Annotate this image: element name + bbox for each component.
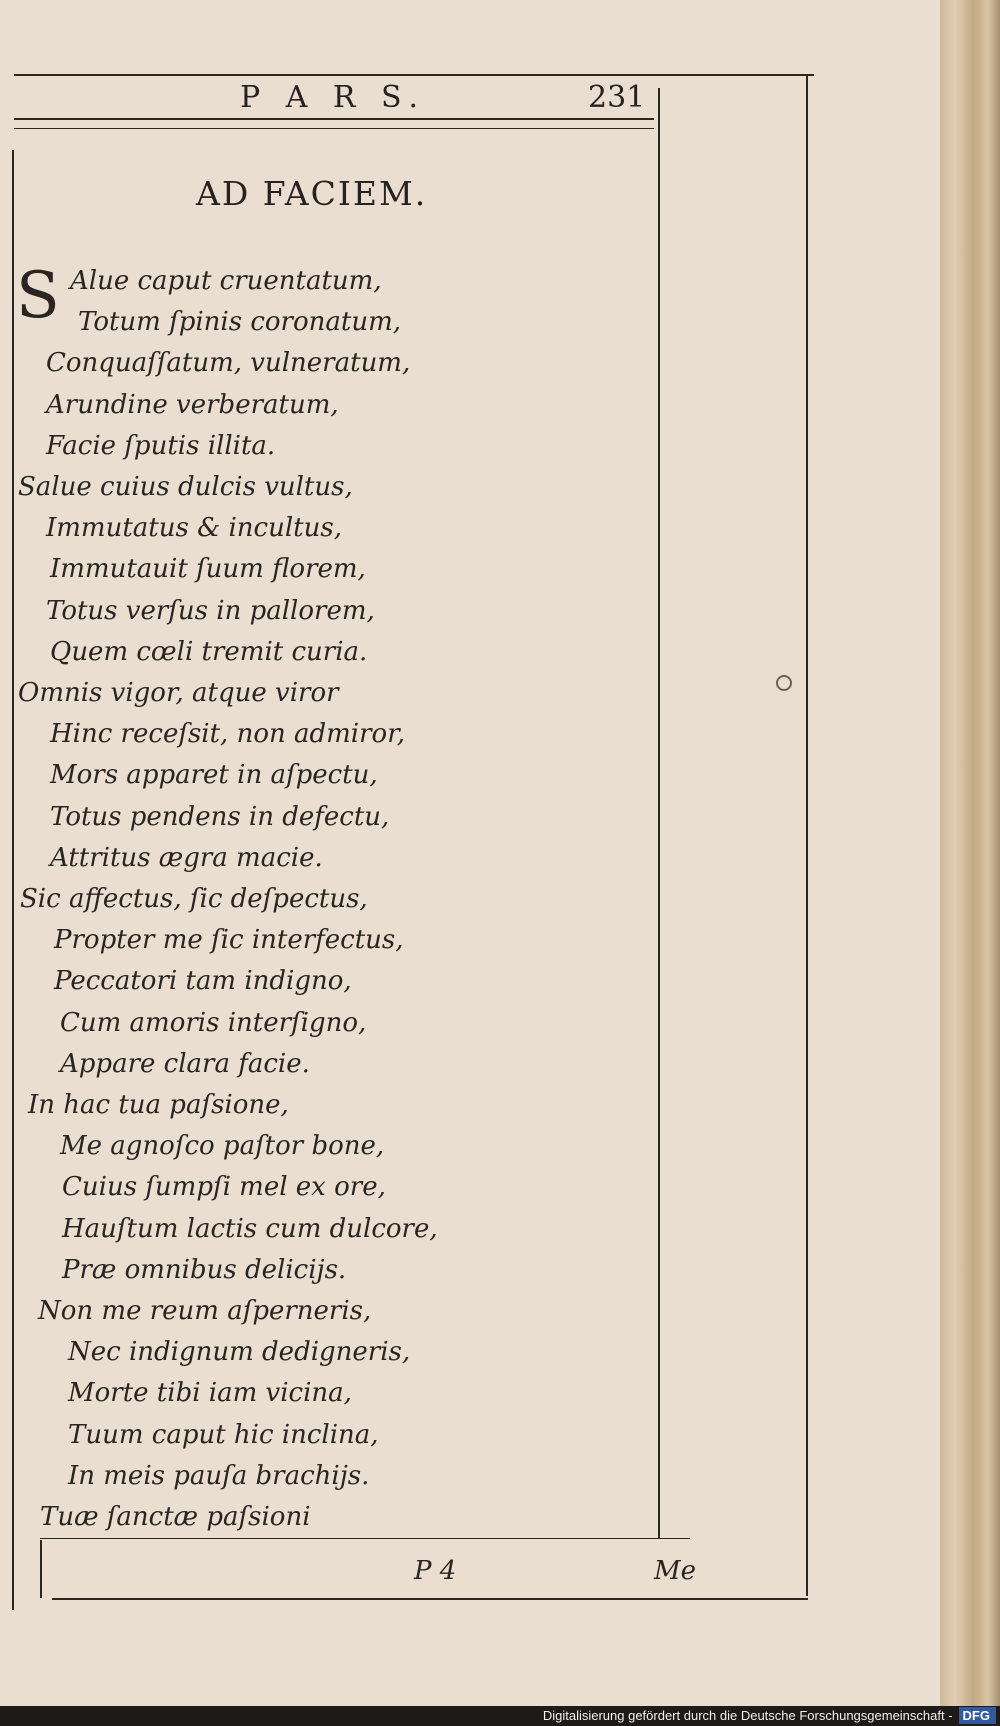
verse-line: Me agnoſco paſtor bone, [60,1131,385,1162]
catchword: Me [654,1556,697,1586]
verse-line: Omnis vigor, atque viror [18,678,339,708]
poem-title: AD FACIEM. [196,174,428,213]
verse-line: In hac tua paſsione, [28,1090,289,1120]
verse-line: Facie ſputis illita. [46,430,276,461]
verse-line: Cuius ſumpſi mel ex ore, [62,1172,386,1203]
page-number: 231 [588,80,646,115]
verse-line: Alue caput cruentatum, [70,266,382,296]
verse-line: Nec indignum dedigneris, [68,1337,411,1368]
footer-inner-rule [40,1538,690,1539]
frame-bottom-left-rule [40,1540,42,1598]
verse-line: Propter me ſic interfectus, [54,925,404,956]
running-title: P A R S. [240,80,427,115]
credit-text: Digitalisierung gefördert durch die Deutsche Forschungsgemeinschaft - [542,1708,953,1723]
verse-line: Mors apparet in aſpectu, [50,760,378,791]
verse-line: Quem cœli tremit curia. [50,636,368,667]
verse-line: Hinc receſsit, non admiror, [50,719,406,750]
frame-bottom-rule [52,1598,808,1600]
frame-left-rule [12,150,14,1610]
verse-line: Non me reum aſperneris, [38,1296,372,1326]
verse-line: Totum ſpinis coronatum, [78,307,401,338]
verse-line: Peccatori tam indigno, [54,966,352,997]
verse-line: Præ omnibus delicijs. [62,1254,347,1285]
verse-line: Morte tibi iam vicina, [68,1378,352,1409]
verse-line: Totus pendens in defectu, [50,801,390,832]
digitization-credit [0,1706,1000,1726]
dfg-logo: DFG [959,1707,996,1724]
verse-line: Totus verſus in pallorem, [46,595,375,626]
verse-line: Appare clara facie. [60,1048,310,1079]
verse-line: Cum amoris interſigno, [60,1007,367,1038]
verse-line: Immutauit ſuum florem, [50,554,366,585]
header-top-rule [14,74,814,76]
signature-mark: P 4 [414,1556,457,1586]
verse-line: Sic affectus, ſic deſpectus, [20,884,368,914]
verse-line: Arundine verberatum, [46,389,339,420]
bleed-through [600,150,920,930]
verse-line: Hauſtum lactis cum dulcore, [62,1213,438,1244]
verse-line: Attritus ægra macie. [50,842,323,873]
verse-line: Tuum caput hic inclina, [68,1419,379,1450]
drop-cap: S [16,259,60,333]
header-bottom-rule-2 [14,128,654,129]
header-bottom-rule [14,118,654,120]
paper-hole [776,675,792,691]
verse-line: Conquaſſatum, vulneratum, [46,348,411,379]
page-edge [940,0,1000,1726]
verse-line: Immutatus & incultus, [46,513,342,544]
verse-line: In meis pauſa brachijs. [68,1460,370,1491]
verse-line: Salue cuius dulcis vultus, [18,472,353,502]
verse-line: Tuæ ſanctæ paſsioni [40,1502,311,1532]
